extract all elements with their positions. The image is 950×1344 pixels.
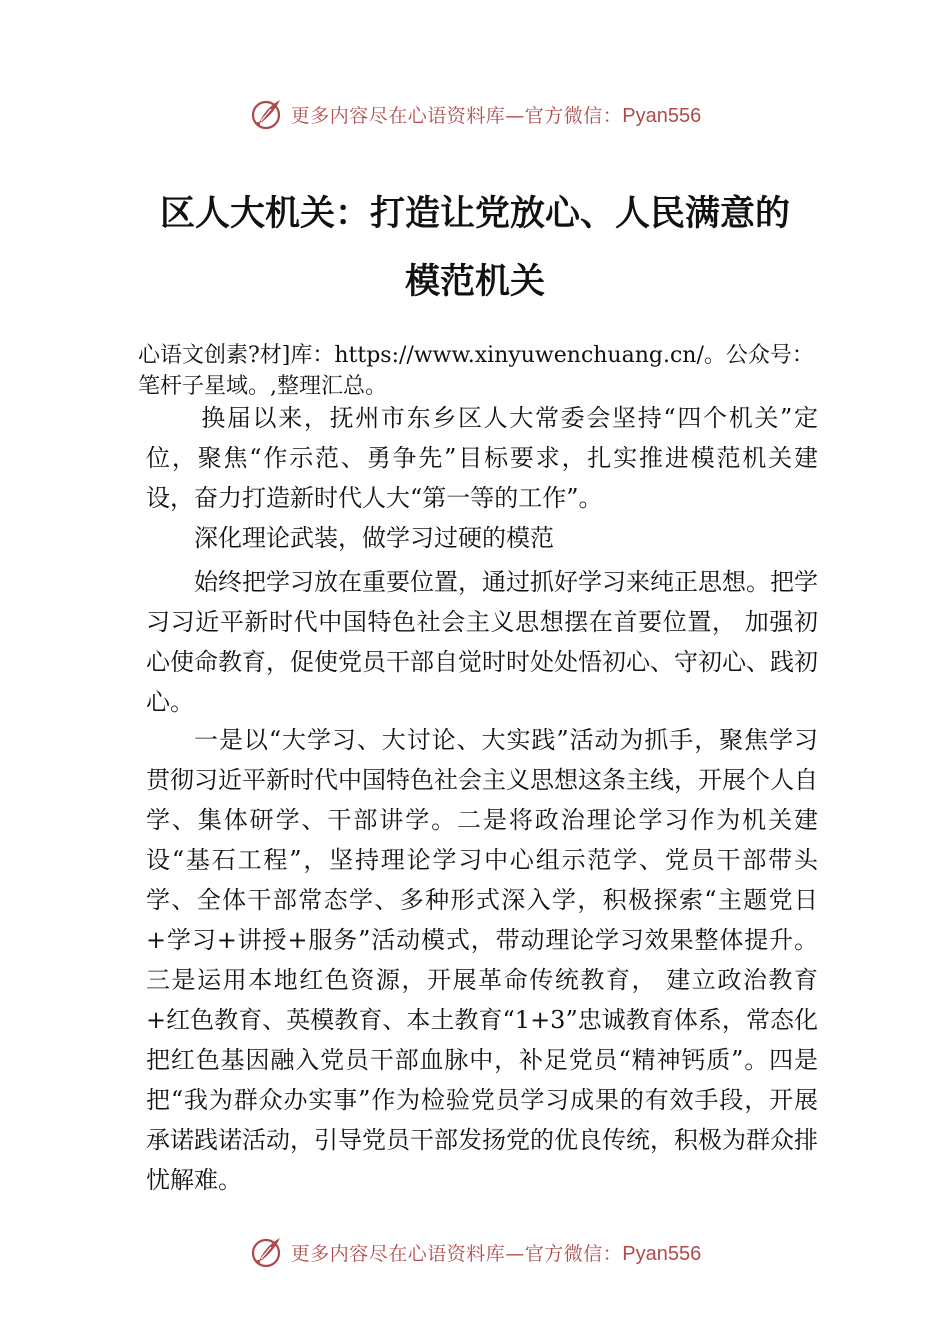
quill-pen-logo-icon <box>249 96 285 132</box>
wechat-id: Pyan556 <box>622 104 702 127</box>
footer-banner <box>0 1232 950 1272</box>
wechat-id: Pyan556 <box>622 1242 702 1265</box>
page-title-line-2: 模范机关 <box>404 261 545 302</box>
page-title-line-1: 区人大机关：打造让党放心、人民满意的 <box>159 193 790 234</box>
banner-text: 更多内容尽在心语资料库—官方微信：Pyan556 <box>290 1242 702 1265</box>
paragraph-learning: 始终把学习放在重要位置，通过抓好学习来纯正思想。把学习习近平新时代中国特色社会主义思想摆在首要位置， 加强初心使命教育，促使党员干部自觉时时处处悟初心、守初心、践初心。 <box>146 568 818 716</box>
paragraph-intro: 换届以来，抚州市东乡区人大常委会坚持“四个机关”定位，聚焦“作示范、勇争先”目标要求，扎实推进模范机关建设，奋力打造新时代人大“第一等的工作”。 <box>146 404 818 512</box>
header-banner <box>0 94 950 134</box>
paragraph-measures: 一是以“大学习、大讨论、大实践”活动为抓手，聚焦学习贯彻习近平新时代中国特色社会主义思想这条主线，开展个人自学、集体研学、干部讲学。二是将政治理论学习作为机关建设“基石工程”，坚持理论学习中心组示范学、党员干部带头学、全体干部常态学、多种形式深入学，积极探索“主题党日+学习+讲授+服务”活动模式，带动理论学习效果整体提升。三是运用本地红色资源，开展革命传统教育， 建立政治教育+红色教育、英模教育、本土教育“1+3”忠诚教育体系，常态化把红色基因融入党员干部血脉中，补足党员“精神钙质”。四是把“我为群众办实事”作为检验党员学习成果的有效手段，开展承诺践诺活动，引导党员干部发扬党的优良传统，积极为群众排忧解难。 <box>146 726 818 1194</box>
quill-pen-logo-icon <box>249 1234 285 1270</box>
source-line: 心语文创素?材]库：https://www.xinyuwenchuang.cn/。公众号：笔杆子星域。,整理汇总。 <box>138 343 814 399</box>
section-heading: 深化理论武装，做学习过硬的模范 <box>194 524 554 552</box>
banner-text: 更多内容尽在心语资料库—官方微信：Pyan556 <box>290 104 702 127</box>
